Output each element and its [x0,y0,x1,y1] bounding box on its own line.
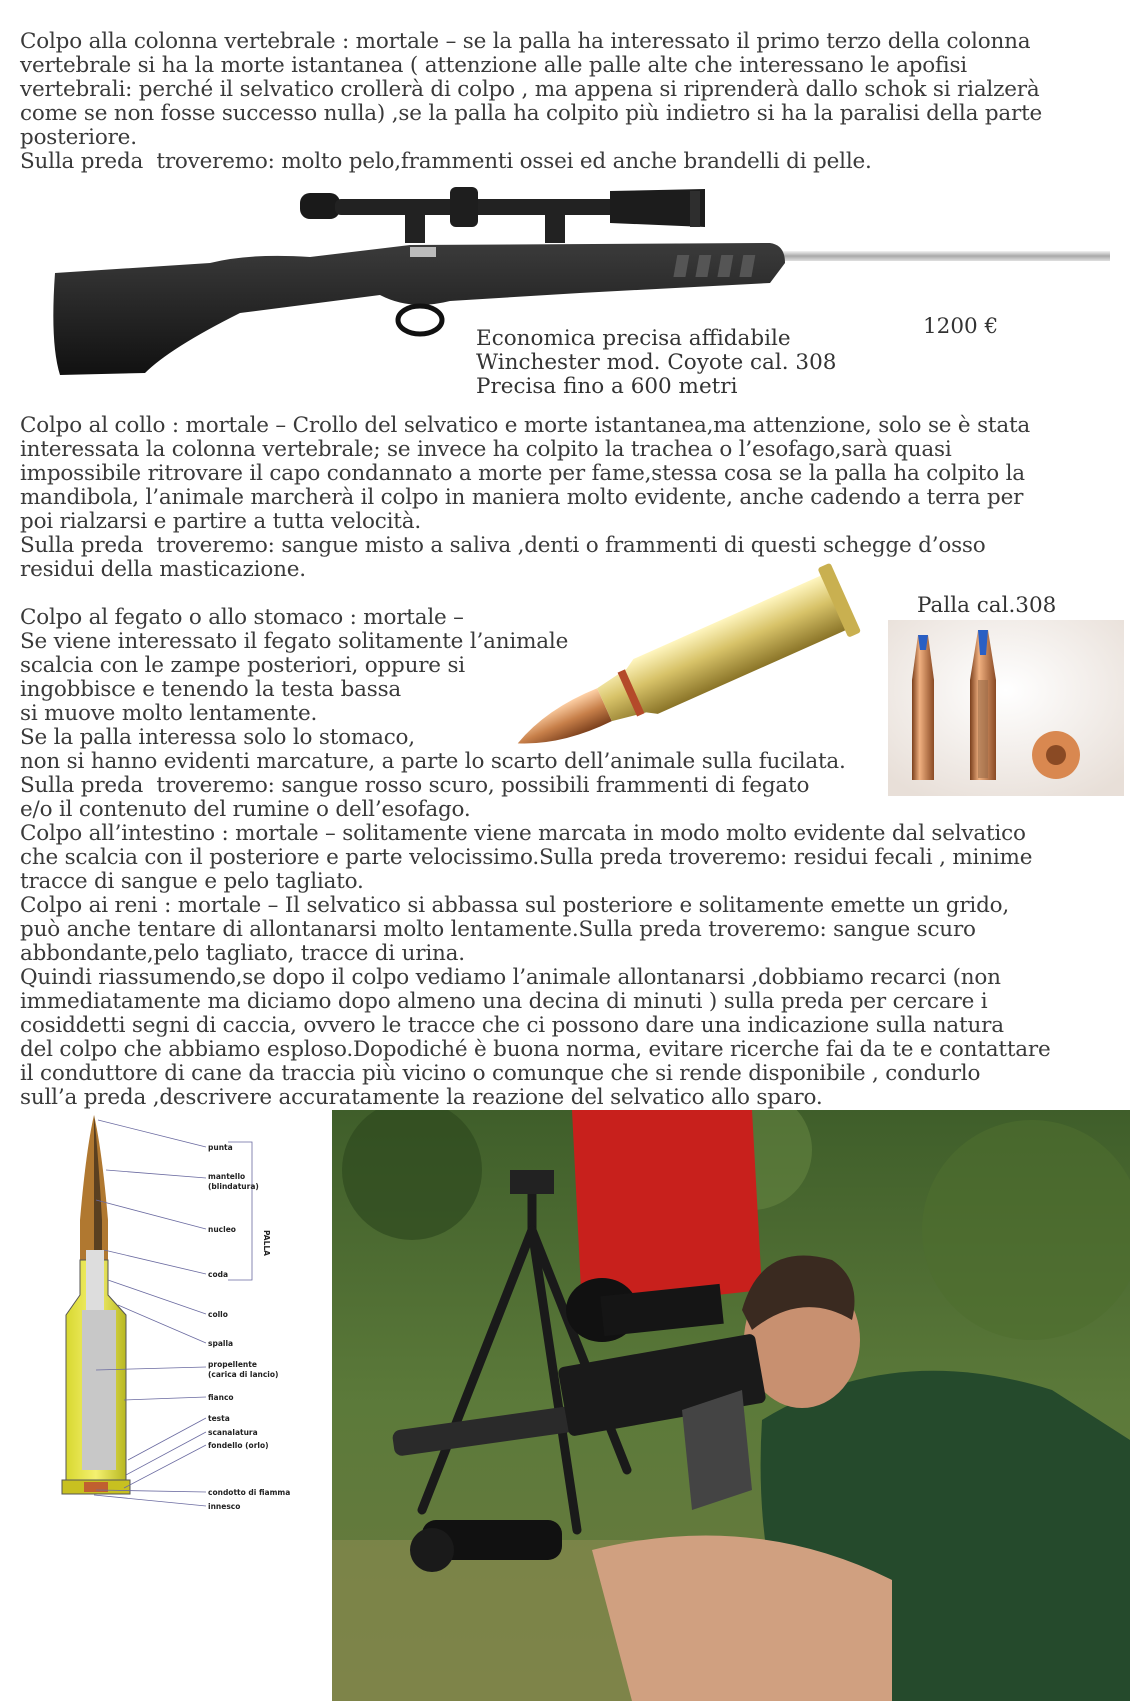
diagram-label-innesco: innesco [208,1502,241,1511]
paragraph-liver-shot: Colpo al fegato o allo stomaco : mortale – Se viene interessato il fegato solitamente l’animale scalcia con le zampe posteriori, oppure si ingobbisce e tenendo la testa bassa si muove molto lentamente. Se la palla interessa solo lo stomaco, [20,605,569,750]
diagram-label-condotto: condotto di fiamma [208,1488,291,1497]
diagram-label-fondello: fondello (orlo) [208,1441,269,1450]
diagram-label-scanalatura: scanalatura [208,1428,258,1437]
diagram-label-spalla: spalla [208,1339,234,1348]
diagram-label-coda: coda [208,1270,229,1279]
diagram-label-punta: punta [208,1143,233,1152]
diagram-label-propellente: propellente [208,1360,257,1369]
diagram-label-fianco: fianco [208,1393,234,1402]
diagram-label-testa: testa [208,1414,230,1423]
diagram-label-nucleo: nucleo [208,1225,236,1234]
cartridge-diagram [36,1110,302,1520]
diagram-label-mantello: mantello [208,1172,246,1181]
diagram-label-carica: (carica di lancio) [208,1370,279,1379]
bullet-caption: Palla cal.308 [917,593,1057,618]
paragraph-neck-shot: Colpo al collo : mortale – Crollo del selvatico e morte istantanea,ma attenzione, solo se è stata interessata la colonna vertebrale; se invece ha colpito la trachea o l’esofago,sarà quasi impossibile ritrovare il capo condannato a morte per fame,stessa cosa se la palla ha colpito la mandibola, l’animale marcherà il colpo in maniera molto evidente, anche cadendo a terra per poi rialzarsi e partire a tutta velocità. Sulla preda troveremo: sangue misto a saliva ,denti o frammenti di questi schegge d’osso residui della masticazione. [20,413,1031,582]
paragraph-spine-shot: Colpo alla colonna vertebrale : mortale – se la palla ha interessato il primo terzo della colonna vertebrale si ha la morte istantanea ( attenzione alle palle alte che interessano le apofisi vertebrali: perché il selvatico crollerà di colpo , ma appena si riprenderà dallo schok si rialzerà come se non fosse successo nulla) ,se la palla ha colpito più indietro si ha la paralisi della parte posteriore. Sulla preda troveremo: molto pelo,frammenti ossei ed anche brandelli di pelle. [20,29,1043,174]
rifle-caption-1: Economica precisa affidabile [476,326,791,351]
diagram-label-blindatura: (blindatura) [208,1182,259,1191]
diagram-bracket-label: PALLA [262,1230,271,1256]
diagram-label-collo: collo [208,1310,228,1319]
rifle-price: 1200 € [923,314,999,339]
rifle-caption-2: Winchester mod. Coyote cal. 308 [476,350,837,375]
rifle-caption-3: Precisa fino a 600 metri [476,374,738,399]
shooter-photo [332,1110,1130,1701]
paragraph-intestine-kidney-summary: non si hanno evidenti marcature, a parte lo scarto dell’animale sulla fucilata. Sulla preda troveremo: sangue rosso scuro, possibili frammenti di fegato e/o il contenuto del rumine o dell’esofago. Colpo all’intestino : mortale – solitamente viene marcata in modo molto evidente dal selvatico che scalcia con il posteriore e parte velocissimo.Sulla preda troveremo: residui fecali , minime tracce di sangue e pelo tagliato. Colpo ai reni : mortale – Il selvatico si abbassa sul posteriore e solitamente emette un grido, può anche tentare di allontanarsi molto lentamente.Sulla preda troveremo: sangue scuro abbondante,pelo tagliato, tracce di urina. Quindi riassumendo,se dopo il colpo vediamo l’animale allontanarsi ,dobbiamo recarci (non immediatamente ma diciamo dopo almeno una decina di minuti ) sulla preda per cercare i cosiddetti segni di caccia, ovvero le tracce che ci possono dare una indicazione sulla natura del colpo che abbiamo esploso.Dopodiché è buona norma, evitare ricerche fai da te e contattare il conduttore di cane da traccia più vicino o comunque che si rende disponibile , condurlo sull’a preda ,descrivere accuratamente la reazione del selvatico allo sparo. [20,749,1051,1110]
